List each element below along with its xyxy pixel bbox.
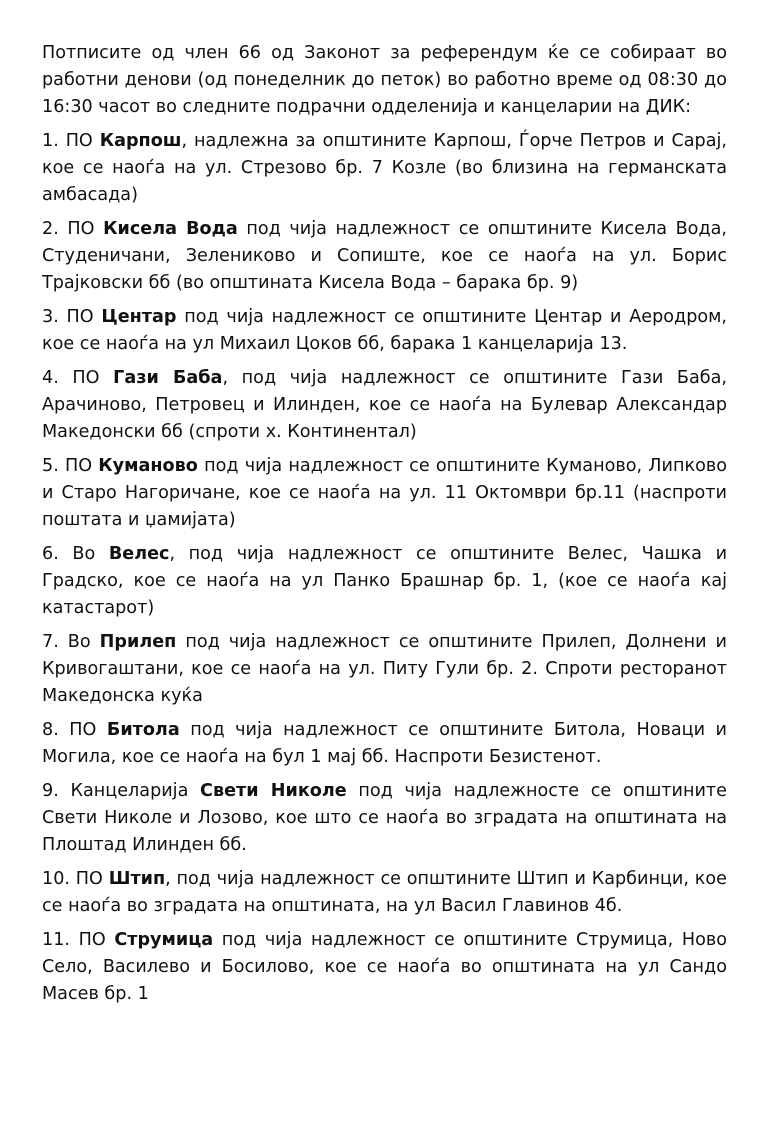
office-name: Центар: [101, 307, 177, 327]
office-name: Гази Баба: [113, 368, 223, 388]
list-item: [42, 778, 727, 859]
list-item: [42, 453, 727, 534]
item-text: , под чија надлежност се општините Штип и Карбинци, кое се наоѓа во зградата на општината, на ул Васил Главинов 4б.: [42, 869, 727, 916]
office-name: Куманово: [98, 456, 198, 476]
item-text: под чија надлежност се општините Центар и Аеродром, кое се наоѓа на ул Михаил Цоков бб, барака 1 канцеларија 13.: [42, 307, 727, 354]
item-prefix: 9. Канцеларија: [42, 781, 201, 801]
item-text: , под чија надлежност се општините Гази Баба, Арачиново, Петровец и Илинден, кое се наоѓа на Булевар Александар Македонски бб (спроти х. Континентал): [42, 368, 727, 442]
office-name: Струмица: [114, 930, 214, 950]
item-text: под чија надлежносте се општините Свети Николе и Лозово, кое што се наоѓа во зградата на општината на Плоштад Илинден бб.: [42, 781, 727, 855]
office-name: Карпош: [99, 131, 182, 151]
item-text: под чија надлежност се општините Струмица, Ново Село, Василево и Босилово, кое се наоѓа во општината на ул Сандо Масев бр. 1: [42, 930, 727, 1004]
intro-paragraph: Потписите од член 66 од Законот за референдум ќе се собираат во работни денови (од понеделник до петок) во работно време од 08:30 до 16:30 часот во следните подрачни одделенија и канцеларии на ДИК:: [42, 43, 727, 117]
list-item: [42, 304, 727, 358]
item-text: , под чија надлежност се општините Велес, Чашка и Градско, кое се наоѓа на ул Панко Брашнар бр. 1, (кое се наоѓа кај катастарот): [42, 544, 728, 618]
item-text: под чија надлежност се општините Битола, Новаци и Могила, кое се наоѓа на бул 1 мај бб. Наспроти Безистенот.: [42, 720, 727, 767]
item-prefix: 4. ПО: [42, 368, 114, 388]
item-text: под чија надлежност се општините Прилеп, Долнени и Кривогаштани, кое се наоѓа на ул. Питу Гули бр. 2. Спроти ресторанот Македонска куќа: [42, 632, 727, 706]
office-name: Прилеп: [99, 632, 177, 652]
item-text: под чија надлежност се општините Куманово, Липково и Старо Нагоричане, кое се наоѓа на ул. 11 Октомври бр.11 (наспроти поштата и џамијата): [42, 456, 727, 530]
item-prefix: 7. Во: [42, 632, 100, 652]
list-item: [42, 866, 727, 920]
item-text: под чија надлежност се општините Кисела Вода, Студеничани, Зелениково и Сопиште, кое се наоѓа на ул. Борис Трајковски бб (во општината Кисела Вода – барака бр. 9): [42, 219, 727, 293]
list-item: [42, 541, 727, 622]
list-item: [42, 927, 727, 1008]
office-name: Свети Николе: [200, 781, 347, 801]
office-name: Битола: [106, 720, 180, 740]
office-name: Кисела Вода: [103, 219, 238, 239]
item-prefix: 5. ПО: [42, 456, 99, 476]
item-text: , надлежна за општините Карпош, Ѓорче Петров и Сарај, кое се наоѓа на ул. Стрезово бр. 7 Козле (во близина на германската амбасада): [42, 131, 727, 205]
list-item: [42, 128, 727, 209]
office-name: Штип: [108, 869, 166, 889]
list-item: [42, 717, 727, 771]
document-page: [42, 40, 727, 1015]
list-item: [42, 629, 727, 710]
item-prefix: 2. ПО: [42, 219, 104, 239]
list-item: [42, 216, 727, 297]
item-prefix: 8. ПО: [42, 720, 107, 740]
item-prefix: 6. Во: [42, 544, 109, 564]
item-prefix: 10. ПО: [42, 869, 109, 889]
item-prefix: 3. ПО: [42, 307, 102, 327]
item-prefix: 11. ПО: [42, 930, 115, 950]
item-prefix: 1. ПО: [42, 131, 100, 151]
list-item: [42, 365, 727, 446]
office-name: Велес: [108, 544, 170, 564]
